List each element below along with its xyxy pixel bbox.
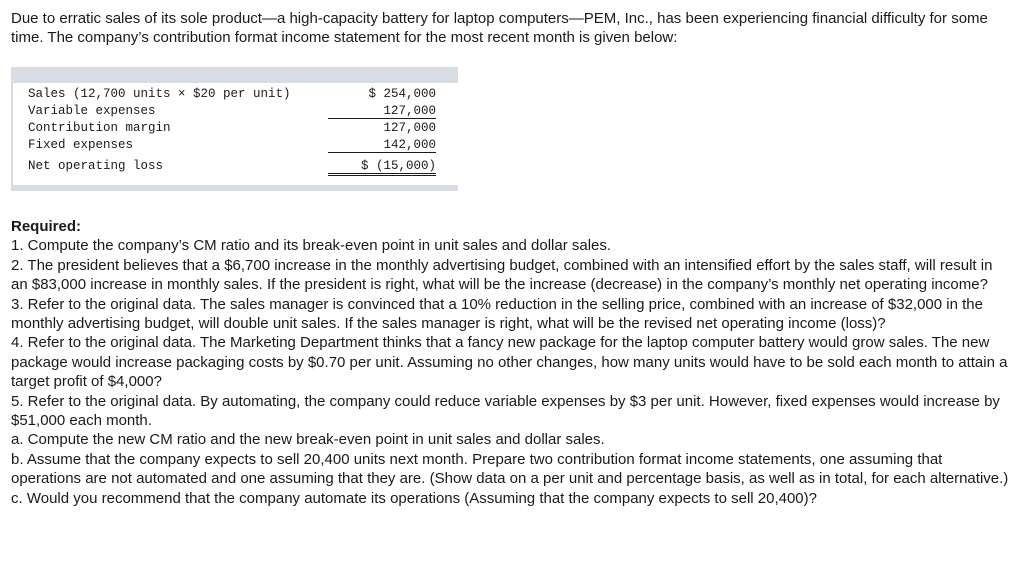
requirement-5b: b. Assume that the company expects to sell 20,400 units next month. Prepare two contribution format income statements, one assuming that operations are not automated and one assuming that they are. (Show data on a per unit and percentage basis, as well as in total, for each alternative.) <box>11 450 1009 488</box>
statement-amount: $ 254,000 <box>368 87 436 101</box>
requirement-5: 5. Refer to the original data. By automating, the company could reduce variable expenses by $3 per unit. However, fixed expenses would increase by $51,000 each month. <box>11 392 1000 430</box>
statement-row-contribution-margin <box>13 121 458 138</box>
required-section <box>11 217 1013 508</box>
requirement-2: 2. The president believes that a $6,700 increase in the monthly advertising budget, combined with an intensified effort by the sales staff, will result in an $83,000 increase in monthly sales. If the president is right, what will be the increase (decrease) in the company’s monthly net operating income? <box>11 256 993 294</box>
requirement-4: 4. Refer to the original data. The Marketing Department thinks that a fancy new package for the laptop computer battery would grow sales. The new package would increase packaging costs by $0.70 per unit. Assuming no other changes, how many units would have to be sold each month to attain a target profit of $4,000? <box>11 334 1008 391</box>
statement-row-sales <box>13 87 458 104</box>
requirement-1: 1. Compute the company’s CM ratio and its break-even point in unit sales and dollar sales. <box>11 237 612 255</box>
statement-amount: $ (15,000) <box>328 159 436 176</box>
requirement-5a: a. Compute the new CM ratio and the new break-even point in unit sales and dollar sales. <box>11 431 605 449</box>
statement-label: Contribution margin <box>28 121 171 135</box>
requirement-5c: c. Would you recommend that the company automate its operations (Assuming that the company expects to sell 20,400)? <box>11 489 817 507</box>
statement-label: Sales (12,700 units × $20 per unit) <box>28 87 291 101</box>
statement-label: Fixed expenses <box>28 138 134 152</box>
statement-row-variable-expenses <box>13 104 458 121</box>
statement-amount: 127,000 <box>383 121 436 135</box>
requirement-3: 3. Refer to the original data. The sales manager is convinced that a 10% reduction in the selling price, combined with an increase of $32,000 in the monthly advertising budget, will double unit sales. If the sales manager is right, what will be the revised net operating income (loss)? <box>11 295 983 333</box>
statement-amount: 142,000 <box>328 138 436 153</box>
income-statement-table <box>11 67 458 191</box>
required-heading: Required: <box>11 218 82 235</box>
statement-label: Net operating loss <box>28 159 164 173</box>
statement-row-fixed-expenses <box>13 138 458 155</box>
statement-row-net-operating-loss <box>13 159 458 176</box>
statement-amount: 127,000 <box>328 104 436 119</box>
problem-intro: Due to erratic sales of its sole product—a high-capacity battery for laptop computers—PEM, Inc., has been experiencing financial difficulty for some time. The company’s contribution format income statement for the most recent month is given below: <box>11 10 988 46</box>
statement-label: Variable expenses <box>28 104 156 118</box>
